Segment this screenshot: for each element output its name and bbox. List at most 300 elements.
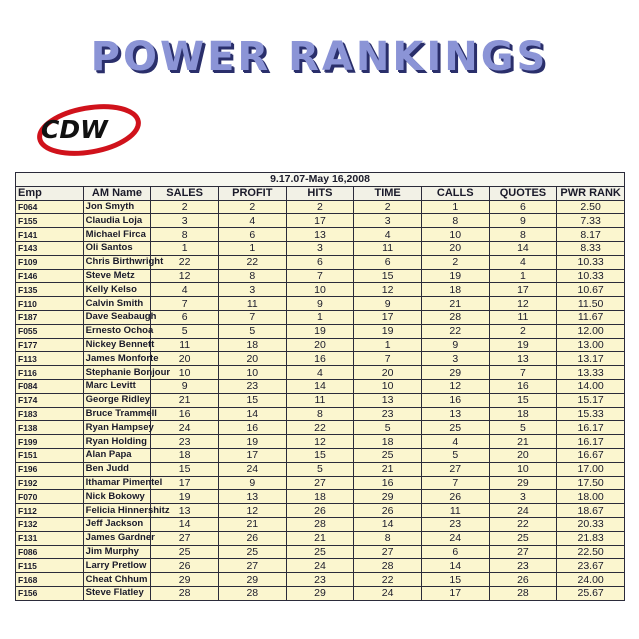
cell-emp: F187 bbox=[16, 310, 84, 324]
cell-time: 5 bbox=[354, 421, 422, 435]
table-row bbox=[16, 255, 625, 269]
cell-emp: F131 bbox=[16, 531, 84, 545]
table-row bbox=[16, 545, 625, 559]
cell-quotes: 23 bbox=[489, 559, 557, 573]
cell-am-name: Oli Santos bbox=[83, 241, 151, 255]
cell-emp: F113 bbox=[16, 352, 84, 366]
cell-pwr-rank: 18.67 bbox=[557, 504, 625, 518]
cell-profit: 12 bbox=[218, 504, 286, 518]
cell-time: 19 bbox=[354, 324, 422, 338]
cell-hits: 20 bbox=[286, 338, 354, 352]
cell-time: 20 bbox=[354, 366, 422, 380]
cell-am-name: Dave Seabaugh bbox=[83, 310, 151, 324]
cell-calls: 20 bbox=[421, 241, 489, 255]
table-row bbox=[16, 573, 625, 587]
cell-emp: F174 bbox=[16, 393, 84, 407]
cell-sales: 14 bbox=[151, 517, 219, 531]
cell-profit: 20 bbox=[218, 352, 286, 366]
cell-quotes: 14 bbox=[489, 241, 557, 255]
cell-pwr-rank: 15.17 bbox=[557, 393, 625, 407]
cell-am-name: Calvin Smith bbox=[83, 297, 151, 311]
cell-profit: 8 bbox=[218, 269, 286, 283]
cell-emp: F138 bbox=[16, 421, 84, 435]
cell-emp: F168 bbox=[16, 573, 84, 587]
cell-quotes: 16 bbox=[489, 379, 557, 393]
cell-am-name: Felicia Hinnershitz bbox=[83, 504, 151, 518]
cell-am-name: Chris Birthwright bbox=[83, 255, 151, 269]
cell-pwr-rank: 10.67 bbox=[557, 283, 625, 297]
cell-profit: 17 bbox=[218, 448, 286, 462]
cell-profit: 10 bbox=[218, 366, 286, 380]
cell-calls: 23 bbox=[421, 517, 489, 531]
cell-am-name: Nick Bokowy bbox=[83, 490, 151, 504]
cell-sales: 11 bbox=[151, 338, 219, 352]
cell-profit: 21 bbox=[218, 517, 286, 531]
cell-profit: 26 bbox=[218, 531, 286, 545]
cell-sales: 8 bbox=[151, 228, 219, 242]
cell-emp: F115 bbox=[16, 559, 84, 573]
cell-emp: F110 bbox=[16, 297, 84, 311]
table-row bbox=[16, 269, 625, 283]
table-row bbox=[16, 352, 625, 366]
cell-sales: 20 bbox=[151, 352, 219, 366]
cell-emp: F143 bbox=[16, 241, 84, 255]
cell-profit: 29 bbox=[218, 573, 286, 587]
cell-calls: 11 bbox=[421, 504, 489, 518]
table-row bbox=[16, 366, 625, 380]
cell-sales: 25 bbox=[151, 545, 219, 559]
cell-hits: 14 bbox=[286, 379, 354, 393]
cell-am-name: Jeff Jackson bbox=[83, 517, 151, 531]
cell-sales: 22 bbox=[151, 255, 219, 269]
cell-quotes: 9 bbox=[489, 214, 557, 228]
column-header-sales: SALES bbox=[151, 186, 219, 200]
cell-sales: 27 bbox=[151, 531, 219, 545]
cell-calls: 7 bbox=[421, 476, 489, 490]
cell-quotes: 5 bbox=[489, 421, 557, 435]
cell-pwr-rank: 8.33 bbox=[557, 241, 625, 255]
cell-profit: 5 bbox=[218, 324, 286, 338]
cell-time: 1 bbox=[354, 338, 422, 352]
cell-time: 18 bbox=[354, 435, 422, 449]
cell-time: 11 bbox=[354, 241, 422, 255]
cell-profit: 14 bbox=[218, 407, 286, 421]
cell-time: 10 bbox=[354, 379, 422, 393]
cell-calls: 10 bbox=[421, 228, 489, 242]
cell-emp: F109 bbox=[16, 255, 84, 269]
cell-calls: 26 bbox=[421, 490, 489, 504]
cell-calls: 17 bbox=[421, 586, 489, 600]
cell-emp: F070 bbox=[16, 490, 84, 504]
cell-hits: 17 bbox=[286, 214, 354, 228]
cell-calls: 16 bbox=[421, 393, 489, 407]
cell-time: 9 bbox=[354, 297, 422, 311]
cell-hits: 3 bbox=[286, 241, 354, 255]
table-row bbox=[16, 421, 625, 435]
cell-pwr-rank: 13.33 bbox=[557, 366, 625, 380]
cell-hits: 1 bbox=[286, 310, 354, 324]
table-body bbox=[16, 200, 625, 600]
cell-hits: 10 bbox=[286, 283, 354, 297]
cell-pwr-rank: 21.83 bbox=[557, 531, 625, 545]
cell-time: 13 bbox=[354, 393, 422, 407]
cell-am-name: Ryan Hampsey bbox=[83, 421, 151, 435]
cell-quotes: 7 bbox=[489, 366, 557, 380]
cell-pwr-rank: 23.67 bbox=[557, 559, 625, 573]
cell-pwr-rank: 20.33 bbox=[557, 517, 625, 531]
cell-profit: 9 bbox=[218, 476, 286, 490]
table-row bbox=[16, 504, 625, 518]
cell-quotes: 11 bbox=[489, 310, 557, 324]
column-header-emp: Emp bbox=[16, 186, 84, 200]
cell-quotes: 20 bbox=[489, 448, 557, 462]
cell-am-name: Jim Murphy bbox=[83, 545, 151, 559]
column-header-calls: CALLS bbox=[421, 186, 489, 200]
cell-time: 2 bbox=[354, 200, 422, 214]
cell-calls: 4 bbox=[421, 435, 489, 449]
cell-pwr-rank: 17.50 bbox=[557, 476, 625, 490]
cell-am-name: Jon Smyth bbox=[83, 200, 151, 214]
cell-am-name: Claudia Loja bbox=[83, 214, 151, 228]
cell-emp: F086 bbox=[16, 545, 84, 559]
cell-profit: 19 bbox=[218, 435, 286, 449]
cell-quotes: 29 bbox=[489, 476, 557, 490]
cell-hits: 5 bbox=[286, 462, 354, 476]
cell-pwr-rank: 8.17 bbox=[557, 228, 625, 242]
cell-quotes: 25 bbox=[489, 531, 557, 545]
table-row bbox=[16, 407, 625, 421]
cell-am-name: Kelly Kelso bbox=[83, 283, 151, 297]
cell-am-name: James Monforte bbox=[83, 352, 151, 366]
cell-emp: F156 bbox=[16, 586, 84, 600]
cell-profit: 25 bbox=[218, 545, 286, 559]
cell-time: 7 bbox=[354, 352, 422, 366]
cell-calls: 19 bbox=[421, 269, 489, 283]
cell-time: 16 bbox=[354, 476, 422, 490]
cell-pwr-rank: 11.67 bbox=[557, 310, 625, 324]
cell-am-name: Marc Levitt bbox=[83, 379, 151, 393]
cell-time: 23 bbox=[354, 407, 422, 421]
cell-am-name: George Ridley bbox=[83, 393, 151, 407]
cell-calls: 14 bbox=[421, 559, 489, 573]
table-row bbox=[16, 586, 625, 600]
cell-time: 14 bbox=[354, 517, 422, 531]
cell-calls: 22 bbox=[421, 324, 489, 338]
cell-time: 15 bbox=[354, 269, 422, 283]
cell-time: 21 bbox=[354, 462, 422, 476]
table-row bbox=[16, 393, 625, 407]
cell-profit: 4 bbox=[218, 214, 286, 228]
cell-profit: 6 bbox=[218, 228, 286, 242]
cell-profit: 16 bbox=[218, 421, 286, 435]
cell-sales: 26 bbox=[151, 559, 219, 573]
cell-calls: 15 bbox=[421, 573, 489, 587]
cell-profit: 24 bbox=[218, 462, 286, 476]
column-header-hits: HITS bbox=[286, 186, 354, 200]
cell-sales: 18 bbox=[151, 448, 219, 462]
cell-pwr-rank: 2.50 bbox=[557, 200, 625, 214]
cell-pwr-rank: 13.17 bbox=[557, 352, 625, 366]
table-row bbox=[16, 200, 625, 214]
cell-calls: 8 bbox=[421, 214, 489, 228]
cell-profit: 3 bbox=[218, 283, 286, 297]
column-header-am-name: AM Name bbox=[83, 186, 151, 200]
page-title: POWER RANKINGS bbox=[90, 34, 549, 80]
cell-emp: F146 bbox=[16, 269, 84, 283]
cell-hits: 6 bbox=[286, 255, 354, 269]
cell-emp: F141 bbox=[16, 228, 84, 242]
cell-sales: 7 bbox=[151, 297, 219, 311]
cell-time: 12 bbox=[354, 283, 422, 297]
cell-sales: 21 bbox=[151, 393, 219, 407]
cell-quotes: 28 bbox=[489, 586, 557, 600]
cell-time: 17 bbox=[354, 310, 422, 324]
column-header-quotes: QUOTES bbox=[489, 186, 557, 200]
cell-calls: 27 bbox=[421, 462, 489, 476]
cell-hits: 25 bbox=[286, 545, 354, 559]
table-row bbox=[16, 531, 625, 545]
cell-calls: 1 bbox=[421, 200, 489, 214]
table-row bbox=[16, 324, 625, 338]
cell-time: 27 bbox=[354, 545, 422, 559]
cell-quotes: 4 bbox=[489, 255, 557, 269]
cell-pwr-rank: 17.00 bbox=[557, 462, 625, 476]
table-row bbox=[16, 338, 625, 352]
cell-sales: 12 bbox=[151, 269, 219, 283]
cell-profit: 1 bbox=[218, 241, 286, 255]
cell-hits: 12 bbox=[286, 435, 354, 449]
cell-sales: 15 bbox=[151, 462, 219, 476]
cell-calls: 24 bbox=[421, 531, 489, 545]
cell-emp: F151 bbox=[16, 448, 84, 462]
cell-hits: 26 bbox=[286, 504, 354, 518]
cell-emp: F055 bbox=[16, 324, 84, 338]
cell-calls: 13 bbox=[421, 407, 489, 421]
table-row bbox=[16, 476, 625, 490]
cell-hits: 18 bbox=[286, 490, 354, 504]
cell-pwr-rank: 7.33 bbox=[557, 214, 625, 228]
cell-pwr-rank: 10.33 bbox=[557, 269, 625, 283]
cell-time: 8 bbox=[354, 531, 422, 545]
cell-am-name: Stephanie Bonjour bbox=[83, 366, 151, 380]
cell-quotes: 26 bbox=[489, 573, 557, 587]
cell-calls: 6 bbox=[421, 545, 489, 559]
period-label: 9.17.07-May 16,2008 bbox=[16, 173, 625, 187]
cell-pwr-rank: 16.67 bbox=[557, 448, 625, 462]
power-rankings-table bbox=[15, 172, 625, 601]
cell-quotes: 3 bbox=[489, 490, 557, 504]
cell-pwr-rank: 14.00 bbox=[557, 379, 625, 393]
cell-time: 26 bbox=[354, 504, 422, 518]
cell-hits: 7 bbox=[286, 269, 354, 283]
cell-quotes: 1 bbox=[489, 269, 557, 283]
cell-time: 28 bbox=[354, 559, 422, 573]
cell-pwr-rank: 18.00 bbox=[557, 490, 625, 504]
cell-am-name: Ernesto Ochoa bbox=[83, 324, 151, 338]
cell-emp: F192 bbox=[16, 476, 84, 490]
cell-profit: 11 bbox=[218, 297, 286, 311]
cell-profit: 15 bbox=[218, 393, 286, 407]
cell-hits: 13 bbox=[286, 228, 354, 242]
table-row bbox=[16, 214, 625, 228]
cell-emp: F155 bbox=[16, 214, 84, 228]
cell-time: 22 bbox=[354, 573, 422, 587]
cell-pwr-rank: 12.00 bbox=[557, 324, 625, 338]
cell-hits: 16 bbox=[286, 352, 354, 366]
table-row bbox=[16, 462, 625, 476]
cell-sales: 29 bbox=[151, 573, 219, 587]
cell-pwr-rank: 10.33 bbox=[557, 255, 625, 269]
cell-quotes: 21 bbox=[489, 435, 557, 449]
cell-pwr-rank: 15.33 bbox=[557, 407, 625, 421]
table-row bbox=[16, 379, 625, 393]
cell-sales: 4 bbox=[151, 283, 219, 297]
cell-am-name: Ithamar Pimentel bbox=[83, 476, 151, 490]
cell-quotes: 6 bbox=[489, 200, 557, 214]
cell-am-name: Michael Firca bbox=[83, 228, 151, 242]
cell-hits: 27 bbox=[286, 476, 354, 490]
table-header-row bbox=[16, 186, 625, 200]
cell-am-name: Cheat Chhum bbox=[83, 573, 151, 587]
table-row bbox=[16, 297, 625, 311]
column-header-profit: PROFIT bbox=[218, 186, 286, 200]
cell-quotes: 8 bbox=[489, 228, 557, 242]
cell-pwr-rank: 13.00 bbox=[557, 338, 625, 352]
cell-sales: 6 bbox=[151, 310, 219, 324]
table-row bbox=[16, 559, 625, 573]
cell-sales: 13 bbox=[151, 504, 219, 518]
cell-am-name: Larry Pretlow bbox=[83, 559, 151, 573]
cell-emp: F112 bbox=[16, 504, 84, 518]
table-row bbox=[16, 435, 625, 449]
cell-profit: 23 bbox=[218, 379, 286, 393]
cell-hits: 23 bbox=[286, 573, 354, 587]
cell-emp: F183 bbox=[16, 407, 84, 421]
cell-am-name: Ryan Holding bbox=[83, 435, 151, 449]
cell-calls: 5 bbox=[421, 448, 489, 462]
table-row bbox=[16, 228, 625, 242]
table-row bbox=[16, 490, 625, 504]
cell-hits: 15 bbox=[286, 448, 354, 462]
cell-quotes: 17 bbox=[489, 283, 557, 297]
cell-time: 6 bbox=[354, 255, 422, 269]
cell-time: 24 bbox=[354, 586, 422, 600]
cdw-logo bbox=[33, 103, 141, 155]
cell-sales: 3 bbox=[151, 214, 219, 228]
cell-calls: 18 bbox=[421, 283, 489, 297]
cell-emp: F135 bbox=[16, 283, 84, 297]
cell-pwr-rank: 25.67 bbox=[557, 586, 625, 600]
cell-sales: 2 bbox=[151, 200, 219, 214]
cell-quotes: 19 bbox=[489, 338, 557, 352]
cell-sales: 10 bbox=[151, 366, 219, 380]
cell-profit: 13 bbox=[218, 490, 286, 504]
cell-profit: 2 bbox=[218, 200, 286, 214]
cell-sales: 1 bbox=[151, 241, 219, 255]
cell-sales: 9 bbox=[151, 379, 219, 393]
cell-emp: F199 bbox=[16, 435, 84, 449]
table-row bbox=[16, 517, 625, 531]
cell-sales: 17 bbox=[151, 476, 219, 490]
cell-profit: 22 bbox=[218, 255, 286, 269]
cell-hits: 4 bbox=[286, 366, 354, 380]
cell-emp: F177 bbox=[16, 338, 84, 352]
cell-hits: 11 bbox=[286, 393, 354, 407]
cell-hits: 9 bbox=[286, 297, 354, 311]
cell-emp: F132 bbox=[16, 517, 84, 531]
cell-am-name: Nickey Bennett bbox=[83, 338, 151, 352]
cell-sales: 16 bbox=[151, 407, 219, 421]
table-row bbox=[16, 448, 625, 462]
column-header-time: TIME bbox=[354, 186, 422, 200]
cell-am-name: Steve Metz bbox=[83, 269, 151, 283]
cell-calls: 3 bbox=[421, 352, 489, 366]
cell-hits: 19 bbox=[286, 324, 354, 338]
cell-profit: 18 bbox=[218, 338, 286, 352]
cell-quotes: 2 bbox=[489, 324, 557, 338]
cell-sales: 23 bbox=[151, 435, 219, 449]
cell-pwr-rank: 16.17 bbox=[557, 421, 625, 435]
cell-time: 4 bbox=[354, 228, 422, 242]
cell-hits: 21 bbox=[286, 531, 354, 545]
cell-quotes: 18 bbox=[489, 407, 557, 421]
cell-time: 29 bbox=[354, 490, 422, 504]
cell-quotes: 22 bbox=[489, 517, 557, 531]
cell-calls: 29 bbox=[421, 366, 489, 380]
cell-pwr-rank: 11.50 bbox=[557, 297, 625, 311]
table-row bbox=[16, 241, 625, 255]
cell-hits: 22 bbox=[286, 421, 354, 435]
cell-calls: 9 bbox=[421, 338, 489, 352]
cell-sales: 24 bbox=[151, 421, 219, 435]
cell-am-name: Ben Judd bbox=[83, 462, 151, 476]
cell-hits: 2 bbox=[286, 200, 354, 214]
cell-sales: 28 bbox=[151, 586, 219, 600]
cell-hits: 29 bbox=[286, 586, 354, 600]
column-header-pwr-rank: PWR RANK bbox=[557, 186, 625, 200]
cell-calls: 28 bbox=[421, 310, 489, 324]
cell-profit: 28 bbox=[218, 586, 286, 600]
table-row bbox=[16, 283, 625, 297]
cell-quotes: 24 bbox=[489, 504, 557, 518]
cell-quotes: 15 bbox=[489, 393, 557, 407]
cell-am-name: Alan Papa bbox=[83, 448, 151, 462]
cell-sales: 19 bbox=[151, 490, 219, 504]
cell-time: 3 bbox=[354, 214, 422, 228]
cell-calls: 12 bbox=[421, 379, 489, 393]
cell-am-name: James Gardner bbox=[83, 531, 151, 545]
cell-quotes: 12 bbox=[489, 297, 557, 311]
cell-calls: 21 bbox=[421, 297, 489, 311]
cell-pwr-rank: 16.17 bbox=[557, 435, 625, 449]
cell-pwr-rank: 22.50 bbox=[557, 545, 625, 559]
cell-hits: 8 bbox=[286, 407, 354, 421]
cell-am-name: Bruce Trammell bbox=[83, 407, 151, 421]
cell-profit: 27 bbox=[218, 559, 286, 573]
cell-calls: 25 bbox=[421, 421, 489, 435]
cell-am-name: Steve Flatley bbox=[83, 586, 151, 600]
cell-emp: F084 bbox=[16, 379, 84, 393]
cell-pwr-rank: 24.00 bbox=[557, 573, 625, 587]
cell-quotes: 27 bbox=[489, 545, 557, 559]
cell-hits: 28 bbox=[286, 517, 354, 531]
cell-hits: 24 bbox=[286, 559, 354, 573]
cell-profit: 7 bbox=[218, 310, 286, 324]
cell-quotes: 13 bbox=[489, 352, 557, 366]
cell-calls: 2 bbox=[421, 255, 489, 269]
cell-time: 25 bbox=[354, 448, 422, 462]
cell-emp: F064 bbox=[16, 200, 84, 214]
